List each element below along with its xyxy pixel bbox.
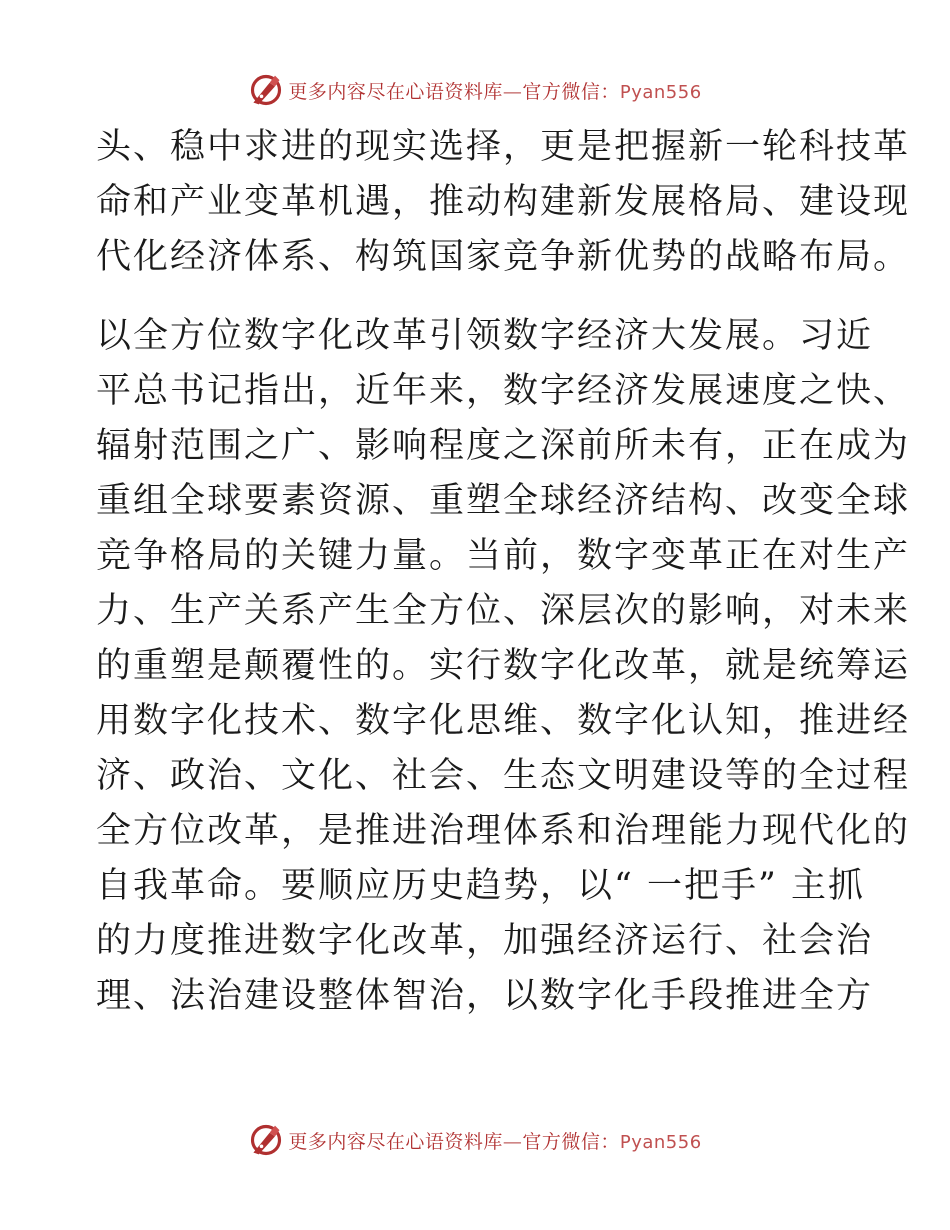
text-line: 的重塑是颠覆性的。实行数字化改革，就是统筹运 <box>96 646 911 686</box>
text-line: 济、政治、文化、社会、生态文明建设等的全过程 <box>96 756 911 796</box>
text-line: 重组全球要素资源、重塑全球经济结构、改变全球 <box>96 481 911 521</box>
pen-circle-logo-icon <box>248 72 284 108</box>
text-line: 命和产业变革机遇，推动构建新发展格局、建设现 <box>96 182 911 222</box>
watermark-official-label: 官方微信： <box>522 80 620 103</box>
watermark-account: Pyan556 <box>619 1131 702 1153</box>
watermark-site-name: 更多内容尽在心语资料库 <box>288 80 503 103</box>
watermark-official-label: 官方微信： <box>522 1130 620 1153</box>
text-line: 用数字化技术、数字化思维、数字化认知，推进经 <box>96 701 911 741</box>
watermark-account: Pyan556 <box>619 81 702 103</box>
watermark-separator: — <box>502 1130 523 1153</box>
text-line: 竞争格局的关键力量。当前，数字变革正在对生产 <box>96 536 911 576</box>
pen-circle-logo-icon <box>248 1122 284 1158</box>
paragraph-2 <box>96 309 911 1079</box>
watermark-text <box>288 1127 701 1154</box>
text-line: 以全方位数字化改革引领数字经济大发展。习近 <box>96 316 874 356</box>
text-line: 代化经济体系、构筑国家竞争新优势的战略布局。 <box>96 237 911 277</box>
watermark-text <box>288 77 701 104</box>
text-line: 自我革命。要顺应历史趋势，以“ 一把手” 主抓 <box>96 866 866 906</box>
text-line: 辐射范围之广、影响程度之深前所未有，正在成为 <box>96 426 911 466</box>
text-line <box>96 1024 856 1079</box>
text-line: 的力度推进数字化改革，加强经济运行、社会治 <box>96 921 874 961</box>
text-line: 力、生产关系产生全方位、深层次的影响，对未来 <box>96 591 911 631</box>
watermark-separator: — <box>502 80 523 103</box>
text-line: 头、稳中求进的现实选择，更是把握新一轮科技革 <box>96 127 911 167</box>
footer-watermark <box>0 1120 950 1160</box>
document-body <box>96 120 911 1079</box>
paragraph-1 <box>96 120 911 285</box>
text-line: 全方位改革，是推进治理体系和治理能力现代化的 <box>96 811 911 851</box>
text-line: 理、法治建设整体智治，以数字化手段推进全方 <box>96 976 874 1016</box>
watermark-site-name: 更多内容尽在心语资料库 <box>288 1130 503 1153</box>
text-line: 平总书记指出，近年来，数字经济发展速度之快、 <box>96 371 911 411</box>
header-watermark <box>0 70 950 110</box>
